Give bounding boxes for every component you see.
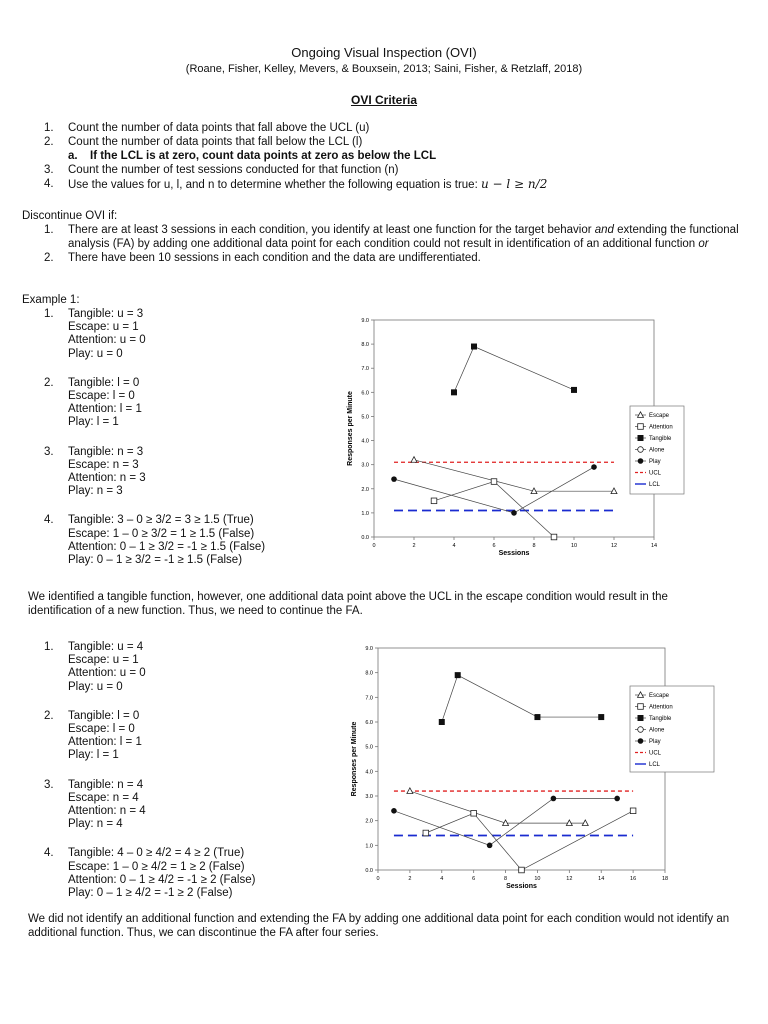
discontinue-item-1: 1. There are at least 3 sessions in each condition, you identify at least one function for the target behavior and extending the functional analysis (FA) by adding one additional data point for each condition could not result in identification of an additional function or (44, 224, 739, 250)
legend-label-play: Play (649, 459, 661, 466)
data-point-attention (630, 808, 636, 814)
example1-heading: Example 1: (22, 294, 80, 306)
legend-label-alone: Alone (649, 727, 665, 734)
legend-label-escape: Escape (649, 413, 670, 420)
legend-marker-play (638, 738, 644, 744)
example1-conclusion: We identified a tangible function, however, one additional data point above the UCL in the escape condition would result in the identification of a new function. Thus, we need to continue the FA. (28, 591, 668, 617)
criteria-heading: OVI Criteria (350, 93, 418, 107)
plot-area (374, 320, 654, 537)
x-tick-label: 10 (534, 876, 541, 882)
discontinue-list (44, 223, 744, 265)
y-tick-label: 4.0 (361, 438, 369, 445)
legend-marker-alone (638, 727, 644, 733)
legend-marker-attention (638, 704, 644, 710)
series-line-tangible (454, 347, 574, 393)
data-point-attention (491, 479, 497, 485)
y-tick-label: 3.0 (365, 794, 373, 800)
example1-group-4: 4. Tangible: 3 – 0 ≥ 3/2 = 3 ≥ 1.5 (True) Escape: 1 – 0 ≥ 3/2 = 1 ≥ 1.5 (False) Attention: 0 – 1 ≥ 3/2 = -1 ≥ 1.5 (False) Play: 0 – 1 ≥ 3/2 = -1 ≥ 1.5 (False) (44, 514, 266, 567)
y-tick-label: 2.0 (361, 486, 369, 493)
criteria-list (44, 121, 744, 192)
data-point-escape (566, 820, 572, 826)
criteria-item-1: 1. Count the number of data points that fall above the UCL (u) (44, 122, 370, 134)
x-tick-label: 8 (504, 876, 508, 882)
y-tick-label: 7.0 (365, 695, 373, 702)
example2-group-3: 3. Tangible: n = 4 Escape: n = 4 Attention: n = 4 Play: n = 4 (44, 778, 146, 831)
x-tick-label: 18 (661, 876, 669, 882)
data-point-escape (407, 788, 413, 794)
legend-label-tangible: Tangible (649, 436, 672, 443)
x-tick-label: 0 (376, 876, 380, 882)
y-tick-label: 9.0 (361, 318, 369, 324)
data-point-escape (611, 488, 617, 494)
y-tick-label: 9.0 (365, 646, 373, 652)
data-point-tangible (571, 387, 577, 393)
x-tick-label: 6 (492, 543, 496, 549)
legend-label-play: Play (649, 739, 661, 746)
data-point-play (391, 808, 397, 814)
page-title: Ongoing Visual Inspection (OVI) (291, 45, 477, 60)
data-point-attention (423, 830, 429, 836)
data-point-attention (471, 810, 477, 816)
legend-marker-attention (638, 424, 644, 430)
data-point-play (487, 843, 493, 849)
data-point-escape (582, 820, 588, 826)
x-tick-label: 2 (412, 543, 416, 549)
series-line-play (394, 467, 594, 513)
example1-group-1: 1. Tangible: u = 3 Escape: u = 1 Attention: u = 0 Play: u = 0 (44, 308, 146, 360)
y-tick-label: 3.0 (361, 462, 369, 469)
legend-label-attention: Attention (649, 424, 673, 431)
legend-label-escape: Escape (649, 693, 670, 700)
example2-conclusion: We did not identify an additional function and extending the FA by adding one additional data point for each condition would not identify an additional function. Thus, we can discontinue the FA after four series. (28, 913, 730, 939)
legend-marker-alone (638, 447, 644, 453)
series-line-attention (434, 482, 554, 537)
series-line-tangible (442, 675, 601, 722)
y-tick-label: 0.0 (361, 535, 369, 541)
y-tick-label: 5.0 (361, 414, 369, 421)
data-point-tangible (455, 672, 461, 678)
x-tick-label: 0 (372, 543, 376, 549)
example2-chart (342, 642, 722, 894)
y-tick-label: 8.0 (365, 670, 373, 677)
discontinue-item-2: 2. There have been 10 sessions in each condition and the data are undifferentiated. (44, 252, 481, 264)
data-point-tangible (471, 344, 477, 350)
y-tick-label: 6.0 (365, 720, 373, 726)
data-point-play (551, 796, 557, 802)
series-line-escape (410, 791, 585, 823)
x-tick-label: 4 (440, 876, 444, 882)
y-tick-label: 1.0 (361, 510, 369, 517)
example1-group-3: 3. Tangible: n = 3 Escape: n = 3 Attention: n = 3 Play: n = 3 (44, 445, 146, 498)
x-axis-label: Sessions (498, 550, 530, 557)
legend-label-attention: Attention (649, 704, 673, 711)
y-tick-label: 2.0 (365, 818, 373, 825)
example1-chart (340, 314, 673, 564)
data-point-attention (551, 534, 557, 540)
example2-list (44, 641, 255, 916)
x-tick-label: 6 (472, 876, 476, 882)
data-point-escape (411, 457, 417, 463)
criteria-item-4: 4. Use the values for u, l, and n to determine whether the following equation is true: u − l ≥ n/2 (44, 177, 548, 191)
citation: (Roane, Fisher, Kelley, Mevers, & Bouxsein, 2013; Saini, Fisher, & Retzlaff, 2018) (185, 63, 583, 75)
data-point-play (511, 510, 517, 516)
x-tick-label: 8 (532, 543, 536, 549)
x-tick-label: 10 (570, 543, 578, 549)
y-tick-label: 8.0 (361, 342, 369, 349)
x-tick-label: 4 (452, 543, 456, 549)
data-point-tangible (598, 714, 604, 720)
legend-marker-tangible (638, 435, 644, 441)
legend-label-ucl: UCL (649, 750, 662, 757)
data-point-play (391, 476, 397, 482)
legend-label-lcl: LCL (649, 762, 661, 769)
data-point-play (591, 464, 597, 470)
y-tick-label: 7.0 (361, 366, 369, 373)
example2-group-2: 2. Tangible: l = 0 Escape: l = 0 Attention: l = 1 Play: l = 1 (44, 709, 142, 762)
data-point-play (614, 796, 620, 802)
y-tick-label: 0.0 (365, 868, 373, 874)
y-axis-label: Responses per Minute (351, 721, 358, 797)
series-line-escape (414, 460, 614, 491)
data-point-attention (431, 498, 437, 504)
legend-label-tangible: Tangible (649, 716, 672, 723)
example1-list (44, 308, 265, 583)
y-tick-label: 6.0 (361, 390, 369, 397)
x-tick-label: 12 (566, 876, 573, 882)
legend-label-alone: Alone (649, 447, 665, 454)
example2-group-1: 1. Tangible: u = 4 Escape: u = 1 Attention: u = 0 Play: u = 0 (44, 641, 146, 693)
criteria-item-2: 2. Count the number of data points that fall below the LCL (l) (44, 136, 363, 148)
data-point-tangible (534, 714, 540, 720)
example2-group-4: 4. Tangible: 4 – 0 ≥ 4/2 = 4 ≥ 2 (True) Escape: 1 – 0 ≥ 4/2 = 1 ≥ 2 (False) Attention: 0 – 1 ≥ 4/2 = -1 ≥ 2 (False) Play: 0 – 1 ≥ 4/2 = -1 ≥ 2 (False) (44, 847, 256, 900)
example1-group-2: 2. Tangible: l = 0 Escape: l = 0 Attention: l = 1 Play: l = 1 (44, 376, 142, 429)
x-axis-label: Sessions (506, 883, 537, 890)
y-tick-label: 1.0 (365, 843, 373, 850)
criteria-item-2a: a. If the LCL is at zero, count data points at zero as below the LCL (68, 150, 437, 162)
legend-label-lcl: LCL (649, 482, 661, 489)
series-line-attention (426, 811, 633, 870)
x-tick-label: 2 (408, 876, 412, 882)
plot-area (378, 648, 665, 870)
legend-marker-tangible (638, 715, 644, 721)
data-point-attention (519, 867, 525, 873)
discontinue-heading: Discontinue OVI if: (22, 210, 118, 222)
x-tick-label: 12 (610, 543, 618, 549)
y-tick-label: 4.0 (365, 769, 373, 776)
x-tick-label: 16 (630, 876, 637, 882)
criteria-item-3: 3. Count the number of test sessions conducted for that function (n) (44, 164, 399, 176)
ovi-equation: u − l ≥ n/2 (480, 177, 548, 191)
data-point-tangible (451, 389, 457, 395)
legend-marker-play (638, 458, 644, 464)
y-axis-label: Responses per Minute (347, 391, 354, 466)
y-tick-label: 5.0 (365, 744, 373, 751)
x-tick-label: 14 (650, 543, 658, 549)
x-tick-label: 14 (598, 876, 605, 882)
data-point-tangible (439, 719, 445, 725)
legend-label-ucl: UCL (649, 470, 662, 477)
